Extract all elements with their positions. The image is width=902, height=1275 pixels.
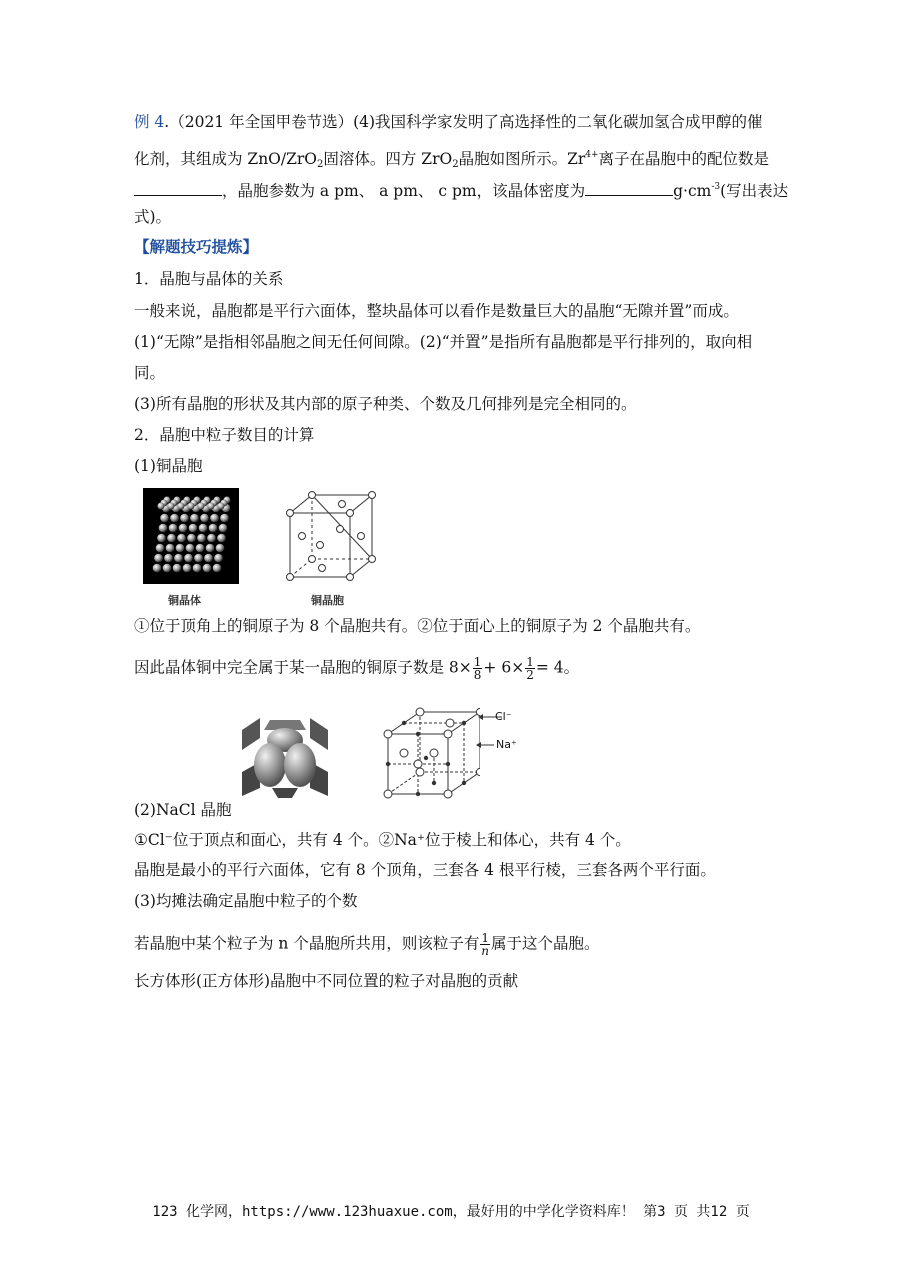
- copper-atom: [166, 544, 175, 553]
- copper-atom: [189, 524, 198, 533]
- copper-atom: [173, 564, 182, 573]
- copper-atom: [216, 544, 225, 553]
- copper-atom: [154, 554, 163, 563]
- copper-atom: [156, 544, 165, 553]
- nacl-unit-cell-diagram: [380, 706, 480, 802]
- cu-caption-left: 铜晶体: [168, 594, 201, 607]
- copper-atom: [159, 524, 168, 533]
- answer-blank-1[interactable]: [134, 180, 222, 196]
- copper-atom: [158, 503, 165, 510]
- copper-crystal-image: [143, 488, 239, 584]
- copper-atom: [153, 564, 162, 573]
- p1-text: 一般来说，晶胞都是平行六面体，整块晶体可以看作是数量巨大的晶胞“无隙并置”而成。: [134, 302, 739, 320]
- copper-atom: [187, 534, 196, 543]
- answer-blank-2[interactable]: [585, 180, 673, 196]
- p3-title: (3)均摊法确定晶胞中粒子的个数: [134, 892, 358, 910]
- p3-line: 若晶胞中某个粒子为 n 个晶胞所共用，则该粒子有 $\frac{1}{n}$ 属于这个晶胞。: [134, 931, 600, 958]
- copper-atom: [197, 534, 206, 543]
- example-line-2: 化剂，其组成为 ZnO/ZrO$_2$固溶体。四方 ZrO$_2$晶胞如图所示。$Zr^{4+}$离子在晶胞中的配位数是: [134, 150, 770, 170]
- section-title: 【解题技巧提炼】: [134, 237, 259, 256]
- copper-atom: [204, 554, 213, 563]
- copper-unit-cell-diagram: [280, 485, 390, 585]
- copper-atom: [210, 514, 219, 523]
- copper-atom: [174, 554, 183, 563]
- p3-line2: 长方体形(正方体形)晶胞中不同位置的粒子对晶胞的贡献: [134, 972, 519, 990]
- fraction-1-8: $\frac{1}{8}$: [473, 655, 482, 682]
- p1-item1: (1)“无隙”是指相邻晶胞之间无任何间隙。(2)“并置”是指所有晶胞都是平行排列的，取向相: [134, 333, 753, 351]
- copper-atom: [168, 503, 175, 510]
- copper-atom: [180, 514, 189, 523]
- nacl-polyhedra-image: [240, 710, 330, 800]
- fraction-1-n: $\frac{1}{n}$: [481, 931, 490, 958]
- copper-atom: [218, 503, 225, 510]
- copper-atom: [193, 564, 202, 573]
- copper-atom: [169, 524, 178, 533]
- p2-title: 2．晶胞中粒子数目的计算: [134, 426, 315, 444]
- copper-atom: [157, 534, 166, 543]
- copper-atom: [163, 564, 172, 573]
- copper-atom: [217, 534, 226, 543]
- example-line-1: 例 4.（2021 年全国甲卷节选）(4)我国科学家发明了高选择性的二氧化碳加氢合成甲醇的催: [134, 113, 763, 131]
- p1-item3: (3)所有晶胞的形状及其内部的原子种类、个数及几何排列是完全相同的。: [134, 395, 637, 413]
- page-footer: 123 化学网，https://www.123huaxue.com，最好用的中学化学资料库！ 第3 页 共12 页: [152, 1204, 750, 1220]
- copper-atom: [177, 534, 186, 543]
- copper-atom: [188, 503, 195, 510]
- copper-atom: [200, 514, 209, 523]
- copper-atom: [208, 503, 215, 510]
- copper-atom: [183, 564, 192, 573]
- cu-caption-right: 铜晶胞: [311, 594, 344, 607]
- cu-line: ①位于顶角上的铜原子为 8 个晶胞共有。②位于面心上的铜原子为 2 个晶胞共有。: [134, 617, 701, 635]
- nacl-label-na: Na⁺: [496, 738, 517, 751]
- copper-atom: [194, 554, 203, 563]
- fraction-1-2: $\frac{1}{2}$: [526, 655, 534, 682]
- nacl-title: (2)NaCl 晶胞: [134, 801, 232, 819]
- copper-atom: [206, 544, 215, 553]
- copper-atom: [170, 514, 179, 523]
- copper-atom: [199, 524, 208, 533]
- p1-title: 1．晶胞与晶体的关系: [134, 270, 284, 288]
- copper-atom: [213, 564, 222, 573]
- nacl-label-cl: Cl⁻: [495, 710, 512, 723]
- example-line-4: 式)。: [134, 208, 172, 226]
- copper-atom: [160, 514, 169, 523]
- copper-atom: [203, 564, 212, 573]
- nacl-line2: 晶胞是最小的平行六面体，它有 8 个顶角，三套各 4 根平行棱，三套各两个平行面。: [134, 861, 716, 879]
- copper-atom: [178, 503, 185, 510]
- cu-calc: 因此晶体铜中完全属于某一晶胞的铜原子数是 8× $\frac{1}{8}$ + 6× $\frac{1}{2}$ = 4。: [134, 655, 580, 682]
- copper-atom: [184, 554, 193, 563]
- copper-atom: [214, 554, 223, 563]
- p1-item1b: 同。: [134, 364, 166, 382]
- copper-atom: [220, 514, 229, 523]
- copper-atom: [167, 534, 176, 543]
- copper-atom: [196, 544, 205, 553]
- nacl-line1: ①Cl⁻位于顶点和面心，共有 4 个。②Na⁺位于棱上和体心，共有 4 个。: [134, 831, 631, 849]
- copper-atom: [198, 503, 205, 510]
- copper-atom: [219, 524, 228, 533]
- copper-atom: [164, 554, 173, 563]
- copper-atom: [179, 524, 188, 533]
- copper-atom: [176, 544, 185, 553]
- copper-atom: [207, 534, 216, 543]
- example-line-3: ，晶胞参数为 a pm、 a pm、 c pm，该晶体密度为 $g\cdot cm^{-3}$(写出表达: [134, 176, 788, 202]
- copper-atom: [209, 524, 218, 533]
- example-label: 例 4: [134, 113, 165, 131]
- cu-title: (1)铜晶胞: [134, 457, 203, 475]
- copper-atom: [190, 514, 199, 523]
- copper-atom: [186, 544, 195, 553]
